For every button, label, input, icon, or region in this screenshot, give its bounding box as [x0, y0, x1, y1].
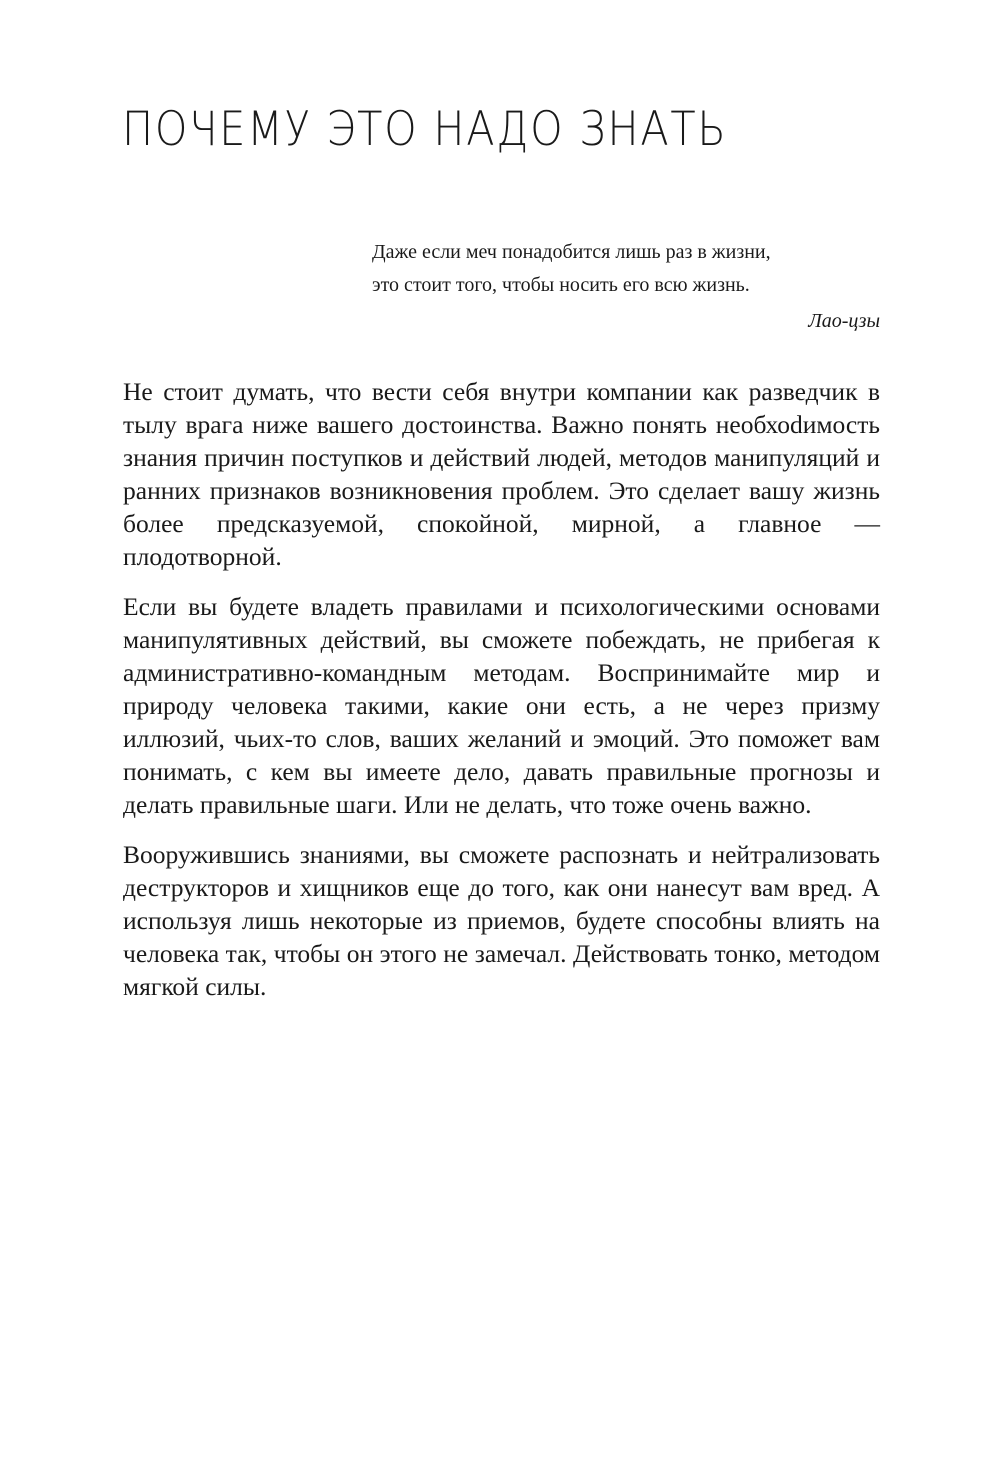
- paragraph: Если вы будете владеть правилами и психологическими основами манипулятивных действий, вы сможете побеждать, не прибегая к административно-командным методам. Воспринимайте мир и природу человека такими, какие они есть, а не через призму иллюзий, чьих-то слов, ваших желаний и эмоций. Это поможет вам понимать, с кем вы имеете дело, давать правильные прогнозы и делать правильные шаги. Или не делать, что тоже очень важно.: [123, 592, 880, 819]
- epigraph-line: Даже если меч понадобится лишь раз в жизни,: [372, 241, 771, 263]
- epigraph-author: Лао-цзы: [808, 310, 880, 332]
- epigraph-line: это стоит того, чтобы носить его всю жизнь.: [372, 274, 750, 296]
- epigraph: [372, 236, 880, 338]
- body-text: [123, 375, 880, 1020]
- paragraph: Вооружившись знаниями, вы сможете распознать и нейтрализовать деструкторов и хищников еще до того, как они нанесут вам вред. А используя лишь некоторые из приемов, будете способны влиять на человека так, чтобы он этого не замечал. Действовать тонко, методом мягкой силы.: [123, 840, 880, 1001]
- paragraph: Не стоит думать, что вести себя внутри компании как разведчик в тылу врага ниже вашего достоинства. Важно понять необхоdимость знания причин поступков и действий людей, методов манипуляций и ранних признаков возникновения проблем. Это сделает вашу жизнь более предсказуемой, спокойной, мирной, а главное — плодотворной.: [123, 377, 880, 571]
- chapter-title: ПОЧЕМУ ЭТО НАДО ЗНАТЬ: [122, 102, 728, 157]
